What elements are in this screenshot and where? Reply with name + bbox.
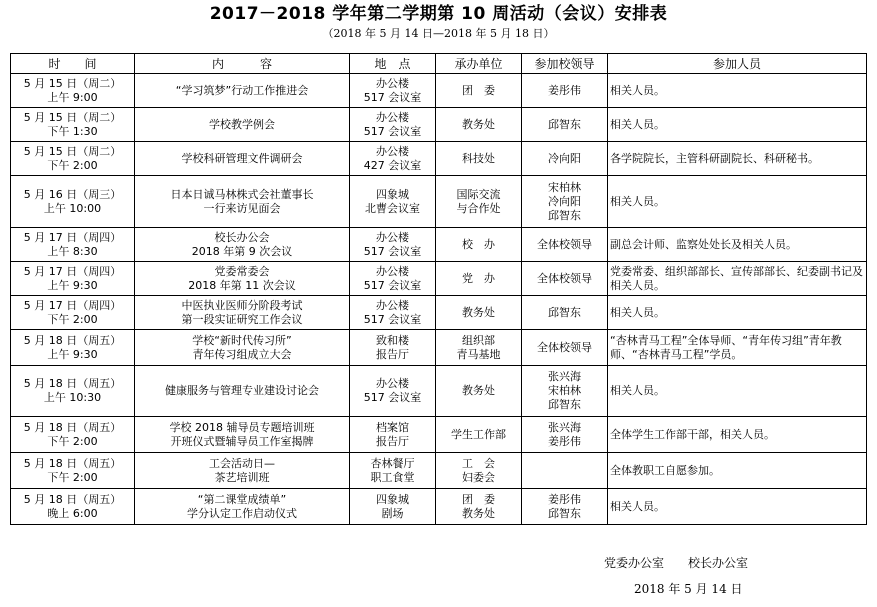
cell-time [11, 453, 135, 489]
cell-location [350, 108, 436, 142]
cell-organizer-line: 党 办 [462, 271, 495, 285]
cell-content [135, 74, 350, 108]
cell-location-line: 四象城 [376, 187, 409, 201]
cell-leaders [522, 453, 608, 489]
cell-content-line: 一行来访见面会 [203, 201, 281, 215]
cell-organizer-line: 组织部 [462, 333, 495, 347]
cell-time-line: 5 月 18 日（周五） [23, 420, 122, 434]
cell-location [350, 330, 436, 366]
cell-organizer-line: 工 会 [462, 456, 495, 470]
table-row [11, 330, 867, 366]
cell-time-line: 下午 2:00 [47, 470, 98, 484]
cell-location [350, 228, 436, 262]
cell-organizer [436, 417, 522, 453]
cell-time-line: 上午 9:30 [47, 278, 98, 292]
cell-content-line: 校长办公会 [214, 230, 270, 244]
cell-organizer-line: 科技处 [462, 151, 495, 165]
cell-location-line: 四象城 [376, 492, 409, 506]
cell-content [135, 296, 350, 330]
cell-time-line: 5 月 15 日（周二） [23, 76, 122, 90]
cell-content-line: 2018 年第 11 次会议 [188, 278, 296, 292]
schedule-table [10, 53, 867, 525]
cell-organizer-line: 青马基地 [456, 347, 501, 361]
cell-content-line: 学校“新时代传习所” [192, 333, 292, 347]
cell-location-line: 职工食堂 [370, 470, 415, 484]
cell-content [135, 228, 350, 262]
cell-leaders [522, 142, 608, 176]
cell-location-line: 报告厅 [376, 434, 409, 448]
issuing-offices: 党委办公室 校长办公室 [604, 556, 749, 570]
cell-content-line: 中医执业医师分阶段考试 [181, 298, 303, 312]
cell-content-line: 党委常委会 [214, 264, 270, 278]
cell-time-line: 5 月 16 日（周三） [23, 187, 122, 201]
cell-attendees: 相关人员。 [608, 108, 867, 142]
cell-leaders-line: 邱智东 [548, 305, 581, 319]
cell-leaders [522, 330, 608, 366]
cell-organizer [436, 74, 522, 108]
cell-location [350, 296, 436, 330]
cell-attendees: 相关人员。 [608, 74, 867, 108]
cell-organizer [436, 296, 522, 330]
cell-time-line: 5 月 17 日（周四） [23, 230, 122, 244]
cell-time-line: 5 月 18 日（周五） [23, 377, 122, 390]
cell-attendees: 相关人员。 [608, 176, 867, 228]
cell-location-line: 办公楼 [376, 377, 409, 390]
cell-attendees: “杏林青马工程”全体导师、“青年传习组”青年教师、“杏林青马工程”学员。 [608, 330, 867, 366]
cell-location-line: 办公楼 [376, 264, 409, 278]
cell-organizer-line: 教务处 [462, 384, 495, 397]
cell-location [350, 417, 436, 453]
cell-leaders-line: 冷向阳 [548, 194, 581, 208]
cell-leaders-line: 全体校领导 [537, 340, 592, 354]
cell-time-line: 下午 2:00 [47, 312, 98, 326]
cell-leaders [522, 366, 608, 417]
header-organizer: 承办单位 [436, 54, 522, 74]
cell-location-line: 北曹会议室 [365, 201, 420, 215]
table-row [11, 228, 867, 262]
table-row [11, 366, 867, 417]
cell-content [135, 489, 350, 525]
header-time: 时 间 [11, 54, 135, 74]
cell-organizer [436, 176, 522, 228]
cell-attendees: 副总会计师、监察处处长及相关人员。 [608, 228, 867, 262]
cell-location-line: 517 会议室 [363, 124, 422, 138]
cell-time-line: 5 月 18 日（周五） [23, 456, 122, 470]
cell-location [350, 74, 436, 108]
cell-attendees: 相关人员。 [608, 296, 867, 330]
cell-content [135, 417, 350, 453]
table-row [11, 74, 867, 108]
cell-time-line: 下午 2:00 [47, 434, 98, 448]
cell-content-line: 开班仪式暨辅导员工作室揭牌 [170, 434, 314, 448]
cell-location [350, 262, 436, 296]
table-row [11, 417, 867, 453]
cell-content [135, 330, 350, 366]
cell-location-line: 517 会议室 [363, 391, 422, 404]
cell-leaders-line: 宋柏林 [548, 384, 581, 397]
cell-attendees: 相关人员。 [608, 489, 867, 525]
cell-location [350, 489, 436, 525]
cell-time-line: 5 月 15 日（周二） [23, 110, 122, 124]
cell-time-line: 上午 8:30 [47, 244, 98, 258]
cell-content-line: 茶艺培训班 [214, 470, 270, 484]
cell-organizer-line: 教务处 [462, 305, 495, 319]
cell-organizer-line: 教务处 [462, 506, 495, 520]
cell-time [11, 108, 135, 142]
cell-leaders-line: 姜彤伟 [548, 492, 581, 506]
cell-leaders [522, 296, 608, 330]
cell-location-line: 办公楼 [376, 144, 409, 158]
cell-organizer-line: 妇委会 [462, 470, 495, 484]
cell-location-line: 报告厅 [376, 347, 409, 361]
cell-location-line: 427 会议室 [363, 158, 422, 172]
issue-date: 2018 年 5 月 14 日 [634, 582, 743, 596]
cell-time [11, 489, 135, 525]
cell-content [135, 453, 350, 489]
cell-leaders [522, 417, 608, 453]
cell-time [11, 262, 135, 296]
cell-location-line: 办公楼 [376, 230, 409, 244]
cell-organizer [436, 453, 522, 489]
cell-location-line: 517 会议室 [363, 244, 422, 258]
cell-location [350, 366, 436, 417]
cell-organizer [436, 262, 522, 296]
cell-content [135, 108, 350, 142]
cell-leaders-line: 全体校领导 [537, 271, 592, 285]
cell-content-line: 学分认定工作启动仪式 [187, 506, 297, 520]
cell-content [135, 176, 350, 228]
cell-leaders-line: 宋柏林 [548, 180, 581, 194]
table-header-row [11, 54, 867, 74]
cell-time [11, 417, 135, 453]
cell-time-line: 上午 10:00 [43, 201, 102, 215]
cell-content-line: “学习筑梦”行动工作推进会 [175, 83, 309, 97]
cell-location-line: 517 会议室 [363, 90, 422, 104]
cell-time-line: 晚上 6:00 [47, 506, 98, 520]
table-row [11, 296, 867, 330]
cell-organizer-line: 教务处 [462, 117, 495, 131]
cell-leaders-line: 邱智东 [548, 117, 581, 131]
cell-content-line: 健康服务与管理专业建设讨论会 [165, 384, 319, 397]
cell-time [11, 366, 135, 417]
cell-leaders-line: 冷向阳 [548, 151, 581, 165]
cell-time-line: 上午 9:30 [47, 347, 98, 361]
cell-content [135, 262, 350, 296]
cell-organizer-line: 团 委 [462, 83, 495, 97]
cell-time-line: 下午 1:30 [47, 124, 98, 138]
cell-leaders-line: 邱智东 [548, 506, 581, 520]
table-row [11, 262, 867, 296]
cell-location-line: 剧场 [381, 506, 404, 520]
cell-leaders-line: 张兴海 [548, 370, 581, 383]
cell-time-line: 5 月 17 日（周四） [23, 298, 122, 312]
cell-organizer-line: 学生工作部 [451, 427, 506, 441]
cell-attendees: 各学院院长，主管科研副院长、科研秘书。 [608, 142, 867, 176]
cell-organizer [436, 108, 522, 142]
cell-location [350, 453, 436, 489]
cell-location [350, 176, 436, 228]
cell-location-line: 杏林餐厅 [370, 456, 415, 470]
cell-leaders-line: 姜彤伟 [548, 434, 581, 448]
cell-leaders-line: 邱智东 [548, 208, 581, 222]
cell-leaders-line: 全体校领导 [537, 237, 592, 251]
cell-leaders [522, 108, 608, 142]
cell-organizer-line: 与合作处 [456, 201, 501, 215]
cell-time [11, 296, 135, 330]
cell-leaders [522, 176, 608, 228]
cell-attendees: 党委常委、组织部部长、宣传部部长、纪委副书记及相关人员。 [608, 262, 867, 296]
cell-leaders-line: 张兴海 [548, 420, 581, 434]
cell-leaders [522, 74, 608, 108]
cell-location-line: 办公楼 [376, 76, 409, 90]
cell-location-line: 办公楼 [376, 110, 409, 124]
cell-time-line: 5 月 15 日（周二） [23, 144, 122, 158]
cell-attendees: 全体教职工自愿参加。 [608, 453, 867, 489]
cell-organizer [436, 142, 522, 176]
cell-organizer [436, 366, 522, 417]
cell-organizer-line: 国际交流 [456, 187, 501, 201]
cell-location [350, 142, 436, 176]
cell-content-line: “第二课堂成绩单” [197, 492, 287, 506]
cell-time-line: 5 月 17 日（周四） [23, 264, 122, 278]
document-title: 2017－2018 学年第二学期第 10 周活动（会议）安排表 [209, 4, 668, 24]
cell-location-line: 致和楼 [376, 333, 409, 347]
table-row [11, 489, 867, 525]
cell-content-line: 学校科研管理文件调研会 [181, 151, 303, 165]
cell-time-line: 上午 9:00 [47, 90, 98, 104]
cell-time [11, 228, 135, 262]
cell-content [135, 142, 350, 176]
cell-location-line: 517 会议室 [363, 312, 422, 326]
cell-content-line: 工会活动日— [209, 456, 275, 470]
cell-leaders-line: 姜彤伟 [548, 83, 581, 97]
table-row [11, 176, 867, 228]
cell-content-line: 学校 2018 辅导员专题培训班 [169, 420, 315, 434]
cell-content-line: 日本日诚马林株式会社董事长 [170, 187, 314, 201]
cell-organizer [436, 330, 522, 366]
header-attendees: 参加人员 [608, 54, 867, 74]
cell-time-line: 上午 10:30 [43, 391, 102, 404]
cell-leaders [522, 262, 608, 296]
cell-leaders [522, 228, 608, 262]
header-content: 内 容 [135, 54, 350, 74]
header-leaders: 参加校领导 [522, 54, 608, 74]
document-subtitle: （2018 年 5 月 14 日—2018 年 5 月 18 日） [322, 27, 555, 40]
cell-time [11, 176, 135, 228]
cell-organizer-line: 团 委 [462, 492, 495, 506]
cell-organizer-line: 校 办 [462, 237, 495, 251]
cell-time-line: 5 月 18 日（周五） [23, 333, 122, 347]
cell-leaders-line: 邱智东 [548, 398, 581, 411]
cell-location-line: 办公楼 [376, 298, 409, 312]
cell-content [135, 366, 350, 417]
cell-content-line: 学校教学例会 [209, 117, 275, 131]
cell-location-line: 档案馆 [376, 420, 409, 434]
schedule-body [11, 74, 867, 525]
cell-time [11, 74, 135, 108]
cell-organizer [436, 489, 522, 525]
cell-time-line: 5 月 18 日（周五） [23, 492, 122, 506]
header-location: 地 点 [350, 54, 436, 74]
table-row [11, 453, 867, 489]
cell-content-line: 2018 年第 9 次会议 [191, 244, 293, 258]
cell-time [11, 142, 135, 176]
cell-time [11, 330, 135, 366]
cell-content-line: 第一段实证研究工作会议 [181, 312, 303, 326]
cell-time-line: 下午 2:00 [47, 158, 98, 172]
cell-content-line: 青年传习组成立大会 [192, 347, 292, 361]
cell-location-line: 517 会议室 [363, 278, 422, 292]
table-row [11, 108, 867, 142]
cell-attendees: 全体学生工作部干部，相关人员。 [608, 417, 867, 453]
cell-attendees: 相关人员。 [608, 366, 867, 417]
cell-organizer [436, 228, 522, 262]
cell-leaders [522, 489, 608, 525]
table-row [11, 142, 867, 176]
